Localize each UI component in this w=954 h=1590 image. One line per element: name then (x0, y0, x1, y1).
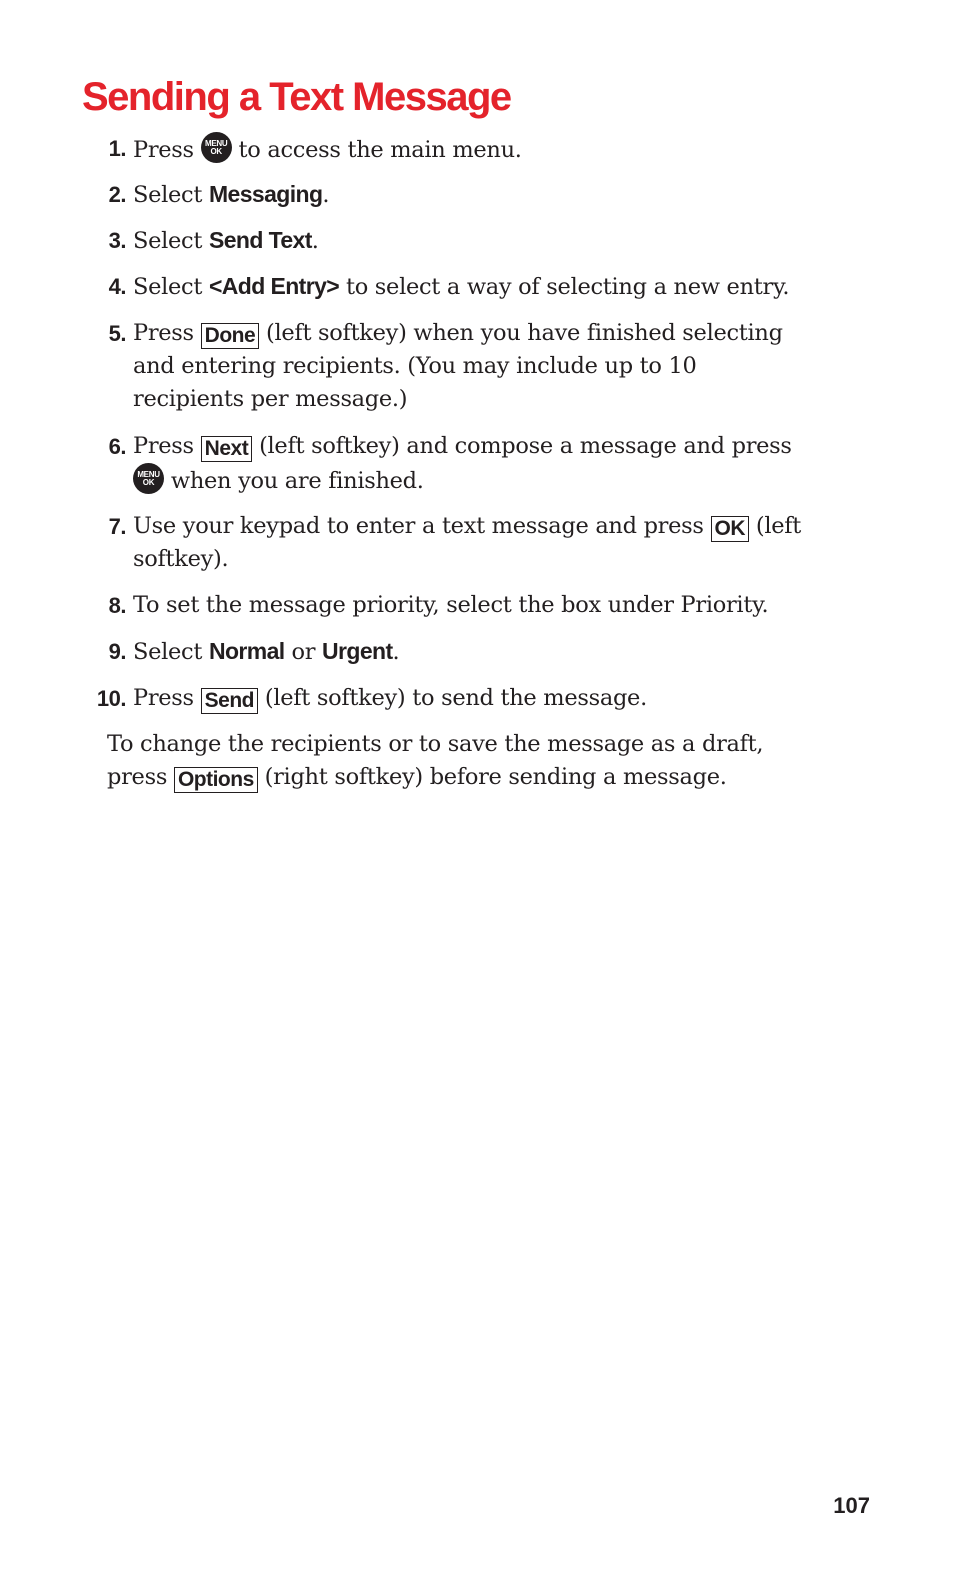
step-text: Press MENU OK to access the main menu. (133, 132, 813, 167)
step-text: Select Normal or Urgent. (133, 638, 400, 665)
menu-option-messaging: Messaging (208, 181, 323, 207)
softkey-done: Done (201, 323, 260, 349)
menu-ok-icon: MENU OK (201, 132, 232, 163)
step-text: Select Send Text. (133, 227, 319, 254)
step-text: Use your keypad to enter a text message and press OK (left softkey). (133, 513, 802, 572)
step-number: 10. (96, 686, 126, 711)
menu-option-urgent: Urgent (322, 638, 393, 664)
step-number: 8. (108, 593, 126, 618)
step-number: 1. (108, 136, 126, 161)
step-text: Select <Add Entry> to select a way of selecting a new entry. (133, 273, 790, 300)
step-text: To set the message priority, select the box under Priority. (133, 592, 769, 618)
step-text: Select Messaging. (133, 181, 330, 208)
menu-option-normal: Normal (208, 638, 285, 664)
step-text: Press Done (left softkey) when you have finished selecting and entering recipients. (You may include up to 10 recipients per message.) (133, 320, 783, 412)
step-number: 3. (108, 228, 126, 253)
step-number: 9. (108, 639, 126, 664)
step-number: 5. (108, 321, 126, 346)
softkey-next: Next (201, 436, 253, 462)
step-number: 7. (108, 514, 126, 539)
softkey-options: Options (174, 767, 258, 793)
page-number: 107 (833, 1493, 870, 1518)
step-number: 4. (108, 274, 126, 299)
menu-option-add-entry: <Add Entry> (208, 273, 340, 299)
step-text: Press Next (left softkey) and compose a message and press MENU OK when you are finished. (133, 433, 792, 494)
note-paragraph: To change the recipients or to save the message as a draft, press Options (right softkey) before sending a message. (107, 731, 764, 791)
page-title: Sending a Text Message (82, 75, 511, 119)
step-number: 6. (108, 434, 126, 459)
menu-ok-icon: MENU OK (133, 463, 164, 494)
softkey-ok: OK (711, 516, 750, 542)
softkey-send: Send (201, 688, 258, 714)
menu-option-send-text: Send Text (208, 227, 312, 253)
step-number: 2. (108, 182, 126, 207)
step-text: Press Send (left softkey) to send the message. (133, 685, 647, 712)
